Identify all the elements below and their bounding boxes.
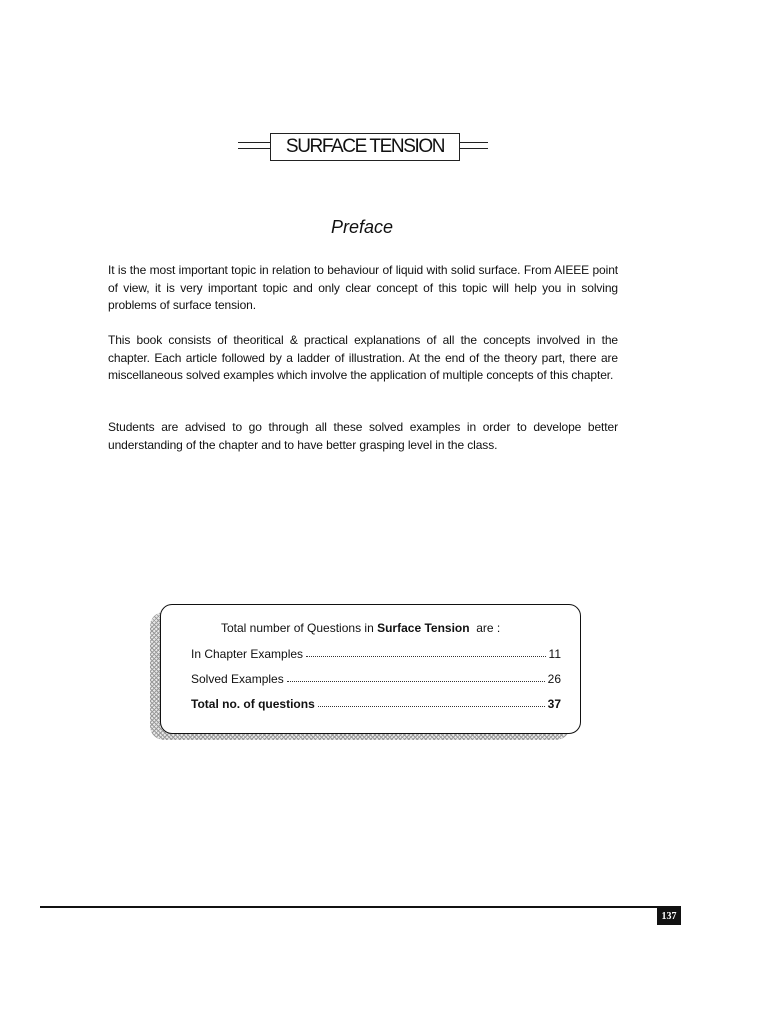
- preface-heading: Preface: [330, 217, 394, 237]
- row-value: 37: [547, 697, 561, 711]
- questions-box-heading: Total number of Questions in Surface Tension are :: [221, 621, 501, 635]
- row-value: 26: [547, 672, 561, 686]
- question-count-row: [191, 647, 561, 661]
- preface-paragraph: It is the most important topic in relation to behaviour of liquid with solid surface. From AIEEE point of view, it is very important topic and only clear concept of this topic will help you in solving problems of surface tension.: [108, 263, 618, 312]
- preface-paragraph: Students are advised to go through all these solved examples in order to develope better understanding of the chapter and to have better grasping level in the class.: [108, 420, 618, 452]
- row-label: Solved Examples: [191, 672, 284, 686]
- chapter-title-block: [0, 133, 768, 161]
- title-rule-left: [238, 142, 270, 149]
- dot-leader: [318, 697, 545, 707]
- questions-summary-box: [160, 604, 581, 734]
- row-value: 11: [548, 647, 561, 661]
- row-label: Total no. of questions: [191, 697, 315, 711]
- page-number: 137: [657, 908, 681, 925]
- title-rule-right: [460, 142, 488, 149]
- footer-rule: [40, 906, 681, 908]
- row-label: In Chapter Examples: [191, 647, 304, 661]
- dot-leader: [287, 672, 545, 682]
- dot-leader: [306, 647, 545, 657]
- chapter-title: SURFACE TENSION: [270, 133, 460, 161]
- question-count-row: [191, 672, 561, 686]
- question-total-row: [191, 697, 561, 711]
- preface-paragraph: This book consists of theoritical & practical explanations of all the concepts involved in the chapter. Each article followed by a ladder of illustration. At the end of the theory part, there are miscellaneous solved examples which involve the application of multiple concepts of this chapter.: [108, 333, 618, 382]
- subject-name: Surface Tension: [377, 621, 470, 635]
